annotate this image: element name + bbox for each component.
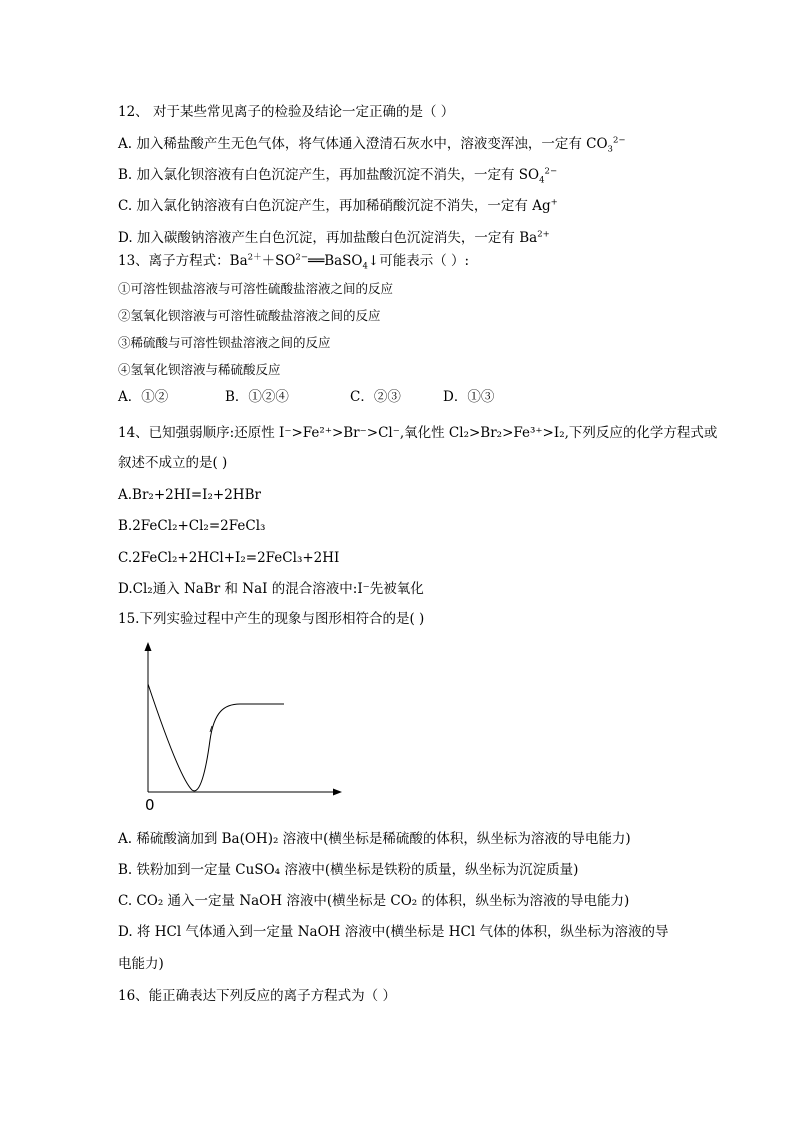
q14-option-a: A.Br₂+2HI=I₂+2HBr <box>118 487 261 503</box>
q12-option-c: C. 加入氯化钠溶液有白色沉淀产生，再加稀硝酸沉淀不消失，一定有 Ag+ <box>118 197 558 214</box>
q12-option-b: B. 加入氯化钡溶液有白色沉淀产生，再加盐酸沉淀不消失，一定有 $SO_4^{2-}$ <box>118 166 558 186</box>
q15-option-d-line1: D. 将 HCl 气体通入到一定量 NaOH 溶液中(横坐标是 HCl 气体的体积，纵坐标为溶液的导 <box>118 924 669 940</box>
q15-option-c: C. CO₂ 通入一定量 NaOH 溶液中(横坐标是 CO₂ 的体积，纵坐标为溶液的导电能力) <box>118 893 630 909</box>
graph-x-arrow <box>333 789 342 796</box>
graph-origin-label: 0 <box>145 796 155 814</box>
q13-item-2: ②氢氧化钡溶液与可溶性硫酸盐溶液之间的反应 <box>118 308 381 323</box>
q14-option-d: D.Cl₂通入 NaBr 和 NaI 的混合溶液中:I⁻先被氧化 <box>118 581 424 597</box>
q14-option-b: B.2FeCl₂+Cl₂=2FeCl₃ <box>118 518 266 534</box>
q13-stem: 13、离子方程式：$Ba^{2+}+SO^{2-}══BaSO_4↓$可能表示（ ）: <box>118 252 470 272</box>
q13-item-1: ①可溶性钡盐溶液与可溶性硫酸盐溶液之间的反应 <box>118 281 394 296</box>
q13-option-d: D．①③ <box>443 389 495 405</box>
q12-option-d: D. 加入碳酸钠溶液产生白色沉淀，再加盐酸白色沉淀消失，一定有 $Ba^{2+}$ <box>118 229 550 246</box>
q13-item-4: ④氢氧化钡溶液与稀硫酸反应 <box>118 362 281 377</box>
graph-y-arrow <box>145 642 152 651</box>
q16-stem: 16、能正确表达下列反应的离子方程式为（ ） <box>118 988 396 1004</box>
q15-option-b: B. 铁粉加到一定量 CuSO₄ 溶液中(横坐标是铁粉的质量，纵坐标为沉淀质量) <box>118 862 579 878</box>
q15-option-a: A. 稀硫酸滴加到 Ba(OH)₂ 溶液中(横坐标是稀硫酸的体积，纵坐标为溶液的导电能力) <box>118 831 631 847</box>
q13-option-a: A．①② <box>118 389 169 405</box>
q15-option-d-line2: 电能力) <box>118 956 164 972</box>
q15-graph <box>138 640 348 816</box>
q14-stem-line1: 14、已知强弱顺序:还原性 I⁻>Fe²⁺>Br⁻>Cl⁻,氧化性 Cl₂>Br₂>Fe³⁺>I₂,下列反应的化学方程式或 <box>118 425 718 441</box>
q13-option-c: C．②③ <box>350 389 401 405</box>
q14-stem-line2: 叙述不成立的是( ) <box>118 455 228 471</box>
q13-option-b: B．①②④ <box>225 389 289 405</box>
q15-stem: 15.下列实验过程中产生的现象与图形相符合的是( ) <box>118 611 425 627</box>
q12-option-a: A. 加入稀盐酸产生无色气体，将气体通入澄清石灰水中，溶液变浑浊，一定有 $CO_3^{2-}$ <box>118 135 626 155</box>
q13-options <box>118 387 494 407</box>
q13-item-3: ③稀硫酸与可溶性钡盐溶液之间的反应 <box>118 335 331 350</box>
graph-curve <box>148 684 284 791</box>
q12-stem: 12、 对于某些常见离子的检验及结论一定正确的是（ ） <box>118 104 455 120</box>
q14-option-c: C.2FeCl₂+2HCl+I₂=2FeCl₃+2HI <box>118 550 340 566</box>
